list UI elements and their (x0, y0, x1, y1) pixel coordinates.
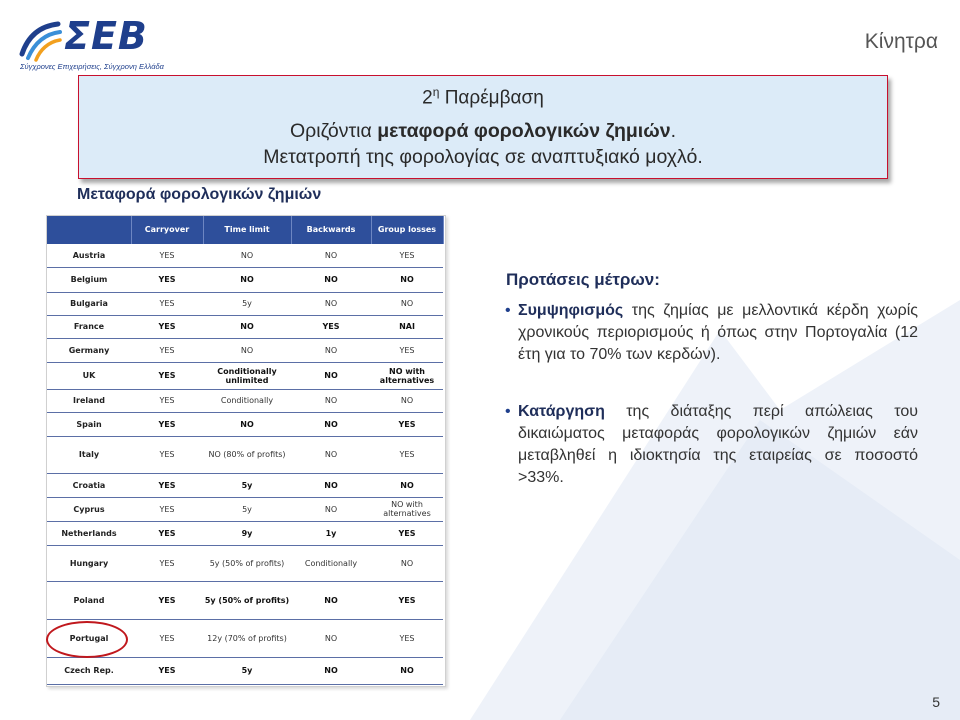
cell-country: Portugal (47, 619, 131, 657)
cell-time-limit: NO (80% of profits) (203, 436, 291, 473)
cell-carryover: YES (131, 657, 203, 684)
cell-group-losses: YES (371, 436, 443, 473)
cell-country: UK (47, 362, 131, 389)
cell-carryover: YES (131, 362, 203, 389)
table-row (47, 473, 443, 497)
cell-time-limit: NO (203, 412, 291, 436)
cell-backwards: NO (291, 267, 371, 292)
cell-backwards: 1y (291, 521, 371, 545)
logo-swoosh-icon (18, 20, 64, 62)
cell-time-limit: 12y (70% of profits) (203, 619, 291, 657)
portugal-highlight-circle (46, 621, 128, 658)
cell-backwards: Conditionally (291, 545, 371, 581)
cell-backwards: NO (291, 619, 371, 657)
banner-line-2: Οριζόντια μεταφορά φορολογικών ζημιών. (290, 120, 676, 143)
table-row (47, 412, 443, 436)
cell-country: Belgium (47, 267, 131, 292)
table-row (47, 545, 443, 581)
table-row (47, 338, 443, 362)
cell-carryover: YES (131, 521, 203, 545)
cell-backwards: NO (291, 436, 371, 473)
table-row (47, 497, 443, 521)
cell-backwards: NO (291, 244, 371, 267)
cell-country: Croatia (47, 473, 131, 497)
column-header-group-losses: Group losses (371, 216, 443, 244)
cell-group-losses: NO (371, 267, 443, 292)
cell-backwards: NO (291, 412, 371, 436)
cell-group-losses: YES (371, 521, 443, 545)
cell-group-losses: YES (371, 244, 443, 267)
cell-country: France (47, 315, 131, 338)
cell-group-losses: NO (371, 389, 443, 412)
intervention-banner (78, 75, 888, 179)
proposal-bullet-2: • Κατάργηση της διάταξης περί απώλειας του δικαιώματος μεταφοράς φορολογικών ζημιών εάν μεταβληθεί η ιδιοκτησία της εταιρείας σε ποσοστό >33%. (505, 403, 918, 486)
cell-group-losses: ΝΑΙ (371, 315, 443, 338)
cell-backwards: NO (291, 497, 371, 521)
cell-backwards: NO (291, 362, 371, 389)
cell-carryover: YES (131, 267, 203, 292)
cell-carryover: YES (131, 315, 203, 338)
cell-country: Austria (47, 244, 131, 267)
table-row (47, 244, 443, 267)
cell-country: Netherlands (47, 521, 131, 545)
cell-time-limit: 5y (203, 292, 291, 315)
cell-backwards: NO (291, 338, 371, 362)
cell-country: Hungary (47, 545, 131, 581)
cell-group-losses: YES (371, 412, 443, 436)
cell-country: Spain (47, 412, 131, 436)
cell-carryover: YES (131, 581, 203, 619)
cell-backwards: NO (291, 581, 371, 619)
cell-group-losses: NO (371, 473, 443, 497)
table-row (47, 292, 443, 315)
cell-country: Bulgaria (47, 292, 131, 315)
cell-carryover: YES (131, 436, 203, 473)
proposals-title: Προτάσεις μέτρων: (506, 270, 660, 289)
cell-time-limit: 5y (203, 497, 291, 521)
cell-time-limit: 5y (203, 473, 291, 497)
cell-backwards: NO (291, 389, 371, 412)
column-header-backwards: Backwards (291, 216, 371, 244)
proposals-section (506, 270, 918, 489)
proposal-bullet-1: • Συμψηφισμός της ζημίας με μελλοντικά κέρδη χωρίς χρονικούς περιορισμούς ή όπως στην Πορτογαλία (12 έτη για το 70% των κερδών). (505, 302, 918, 363)
banner-line-1: $2^\eta$ Παρέμβαση (422, 85, 544, 109)
cell-carryover: YES (131, 389, 203, 412)
cell-group-losses: NO with alternatives (371, 497, 443, 521)
seb-logo (18, 14, 178, 76)
page-number: 5 (932, 694, 940, 710)
table-row (47, 389, 443, 412)
cell-time-limit: NO (203, 267, 291, 292)
cell-time-limit: Conditionally (203, 389, 291, 412)
logo-tagline: Σύγχρονες Επιχειρήσεις, Σύγχρονη Ελλάδα (20, 62, 164, 71)
cell-country: Czech Rep. (47, 657, 131, 684)
cell-country: Poland (47, 581, 131, 619)
banner-line-3: Μετατροπή της φορολογίας σε αναπτυξιακό μοχλό. (263, 146, 703, 169)
table-row (47, 521, 443, 545)
cell-country: Ireland (47, 389, 131, 412)
cell-country: Italy (47, 436, 131, 473)
cell-country: Germany (47, 338, 131, 362)
cell-carryover: YES (131, 619, 203, 657)
table-row (47, 581, 443, 619)
logo-wordmark: ΣΕΒ (64, 14, 148, 58)
cell-country: Cyprus (47, 497, 131, 521)
cell-carryover: YES (131, 244, 203, 267)
cell-group-losses: YES (371, 581, 443, 619)
cell-time-limit: NO (203, 338, 291, 362)
column-header-time-limit: Time limit (203, 216, 291, 244)
column-header-country (47, 216, 131, 244)
cell-time-limit: 5y (203, 657, 291, 684)
cell-group-losses: NO (371, 657, 443, 684)
cell-carryover: YES (131, 545, 203, 581)
cell-backwards: NO (291, 292, 371, 315)
table-row (47, 362, 443, 389)
table-header-row (47, 216, 443, 244)
cell-group-losses: NO (371, 292, 443, 315)
slide-title: Κίνητρα (864, 30, 938, 53)
table-row (47, 657, 443, 684)
table-row (47, 315, 443, 338)
tax-loss-table-panel (46, 215, 446, 687)
cell-backwards: NO (291, 473, 371, 497)
cell-time-limit: 5y (50% of profits) (203, 545, 291, 581)
cell-group-losses: YES (371, 619, 443, 657)
tax-loss-table (47, 216, 444, 685)
cell-time-limit: Conditionally unlimited (203, 362, 291, 389)
cell-carryover: YES (131, 497, 203, 521)
cell-backwards: NO (291, 657, 371, 684)
cell-carryover: YES (131, 338, 203, 362)
cell-time-limit: NO (203, 244, 291, 267)
table-row (47, 436, 443, 473)
cell-backwards: YES (291, 315, 371, 338)
cell-group-losses: NO with alternatives (371, 362, 443, 389)
cell-time-limit: NO (203, 315, 291, 338)
table-row (47, 267, 443, 292)
cell-time-limit: 5y (50% of profits) (203, 581, 291, 619)
cell-carryover: YES (131, 473, 203, 497)
cell-carryover: YES (131, 292, 203, 315)
cell-carryover: YES (131, 412, 203, 436)
cell-group-losses: NO (371, 545, 443, 581)
cell-group-losses: YES (371, 338, 443, 362)
table-heading: Μεταφορά φορολογικών ζημιών (77, 186, 322, 203)
column-header-carryover: Carryover (131, 216, 203, 244)
cell-time-limit: 9y (203, 521, 291, 545)
